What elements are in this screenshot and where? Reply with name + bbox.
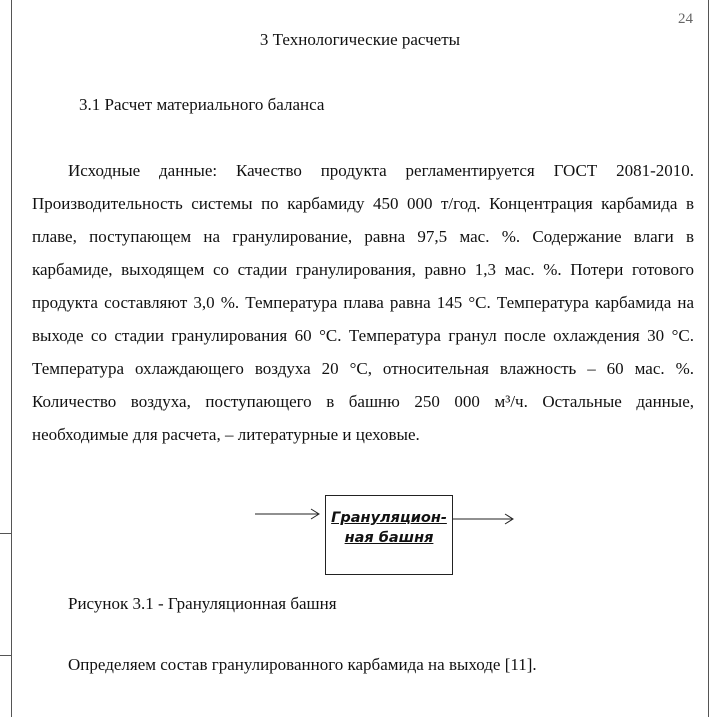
closing-paragraph: Определяем состав гранулированного карбамида на выходе [11].	[68, 655, 537, 674]
figure-caption: Рисунок 3.1 - Грануляционная башня	[68, 594, 337, 613]
box-label-line1: Грануляцион-	[331, 510, 447, 526]
chapter-title: 3 Технологические расчеты	[259, 30, 461, 49]
body-paragraph: Исходные данные: Качество продукта регламентируется ГОСТ 2081-2010. Производительность системы по карбамиду 450 000 т/год. Концентрация карбамида в плаве, поступающем на гранулирование, равна 97,5 мас. %. Содержание влаги в карбамиде, выходящем со стадии гранулирования, равно 1,3 мас. %. Потери готового продукта составляют 3,0 %. Температура плава равна 145 °С. Температура карбамида на выходе со стадии гранулирования 60 °С. Температура гранул после охлаждения 30 °С. Температура охлаждающего воздуха 20 °С, относительная влажность – 60 мас. %. Количество воздуха, поступающего в башню 250 000 м³/ч. Остальные данные, необходимые для расчета, – литературные и цеховые.	[32, 161, 694, 444]
page-number: 24	[678, 11, 693, 27]
box-label-line2: ная башня	[344, 530, 434, 546]
granulation-tower-label	[325, 508, 453, 548]
section-title: 3.1 Расчет материального баланса	[79, 95, 325, 114]
